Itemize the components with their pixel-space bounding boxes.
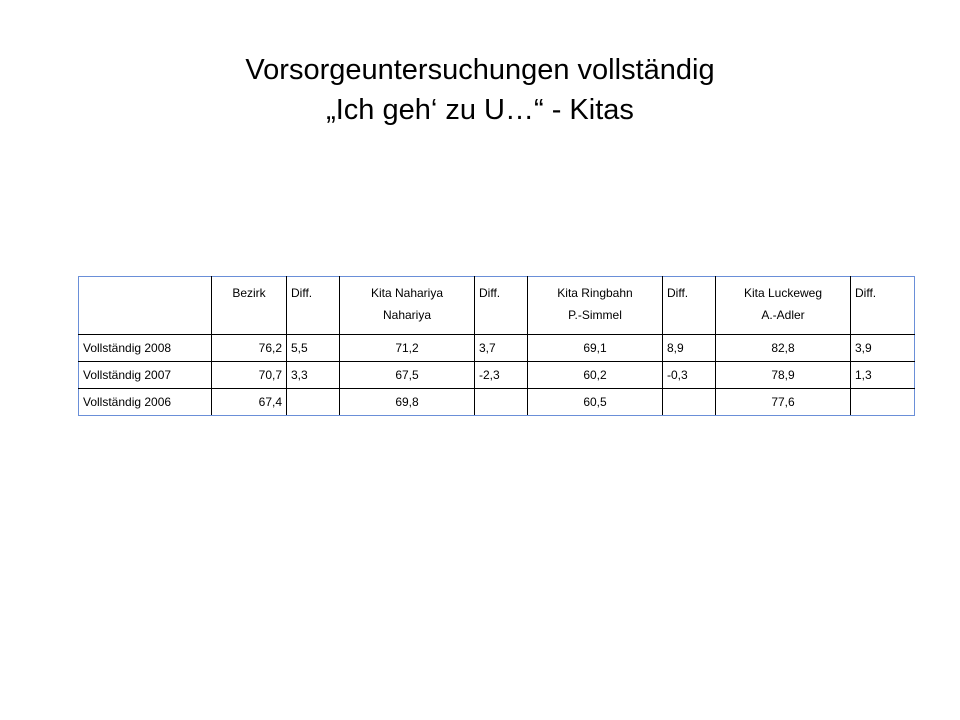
- cell-luckeweg: 78,9: [716, 362, 851, 389]
- cell-ringbahn: 60,2: [528, 362, 663, 389]
- title-line-1: Vorsorgeuntersuchungen vollständig: [245, 54, 715, 86]
- data-table: [78, 276, 915, 416]
- cell-luckeweg: 82,8: [716, 335, 851, 362]
- header-cell-diff: Diff.: [851, 277, 915, 335]
- slide-title: [0, 50, 960, 130]
- cell-diff: 3,9: [851, 335, 915, 362]
- cell-diff: 3,7: [475, 335, 528, 362]
- cell-diff: -0,3: [663, 362, 716, 389]
- cell-diff: [287, 389, 340, 416]
- table-row: [79, 389, 915, 416]
- cell-nahariya: 69,8: [340, 389, 475, 416]
- title-line-2: „Ich geh‘ zu U…“ - Kitas: [326, 94, 634, 126]
- cell-diff: 1,3: [851, 362, 915, 389]
- header-cell-bezirk: Bezirk: [212, 277, 287, 335]
- cell-nahariya: 71,2: [340, 335, 475, 362]
- table-header-row: [79, 277, 915, 335]
- cell-ringbahn: 60,5: [528, 389, 663, 416]
- cell-bezirk: 70,7: [212, 362, 287, 389]
- cell-diff: [475, 389, 528, 416]
- cell-diff: 3,3: [287, 362, 340, 389]
- row-label: Vollständig 2006: [79, 389, 212, 416]
- header-cell-diff: Diff.: [475, 277, 528, 335]
- table-row: [79, 335, 915, 362]
- cell-nahariya: 67,5: [340, 362, 475, 389]
- cell-luckeweg: 77,6: [716, 389, 851, 416]
- header-cell-diff: Diff.: [287, 277, 340, 335]
- header-cell-empty: [79, 277, 212, 335]
- header-cell-kita-luckeweg: Kita Luckeweg A.-Adler: [716, 277, 851, 335]
- cell-ringbahn: 69,1: [528, 335, 663, 362]
- cell-bezirk: 76,2: [212, 335, 287, 362]
- table-row: [79, 362, 915, 389]
- header-cell-kita-ringbahn: Kita Ringbahn P.-Simmel: [528, 277, 663, 335]
- cell-diff: [851, 389, 915, 416]
- header-cell-kita-nahariya: Kita Nahariya Nahariya: [340, 277, 475, 335]
- cell-diff: [663, 389, 716, 416]
- cell-diff: 8,9: [663, 335, 716, 362]
- cell-bezirk: 67,4: [212, 389, 287, 416]
- row-label: Vollständig 2008: [79, 335, 212, 362]
- cell-diff: 5,5: [287, 335, 340, 362]
- cell-diff: -2,3: [475, 362, 528, 389]
- header-cell-diff: Diff.: [663, 277, 716, 335]
- row-label: Vollständig 2007: [79, 362, 212, 389]
